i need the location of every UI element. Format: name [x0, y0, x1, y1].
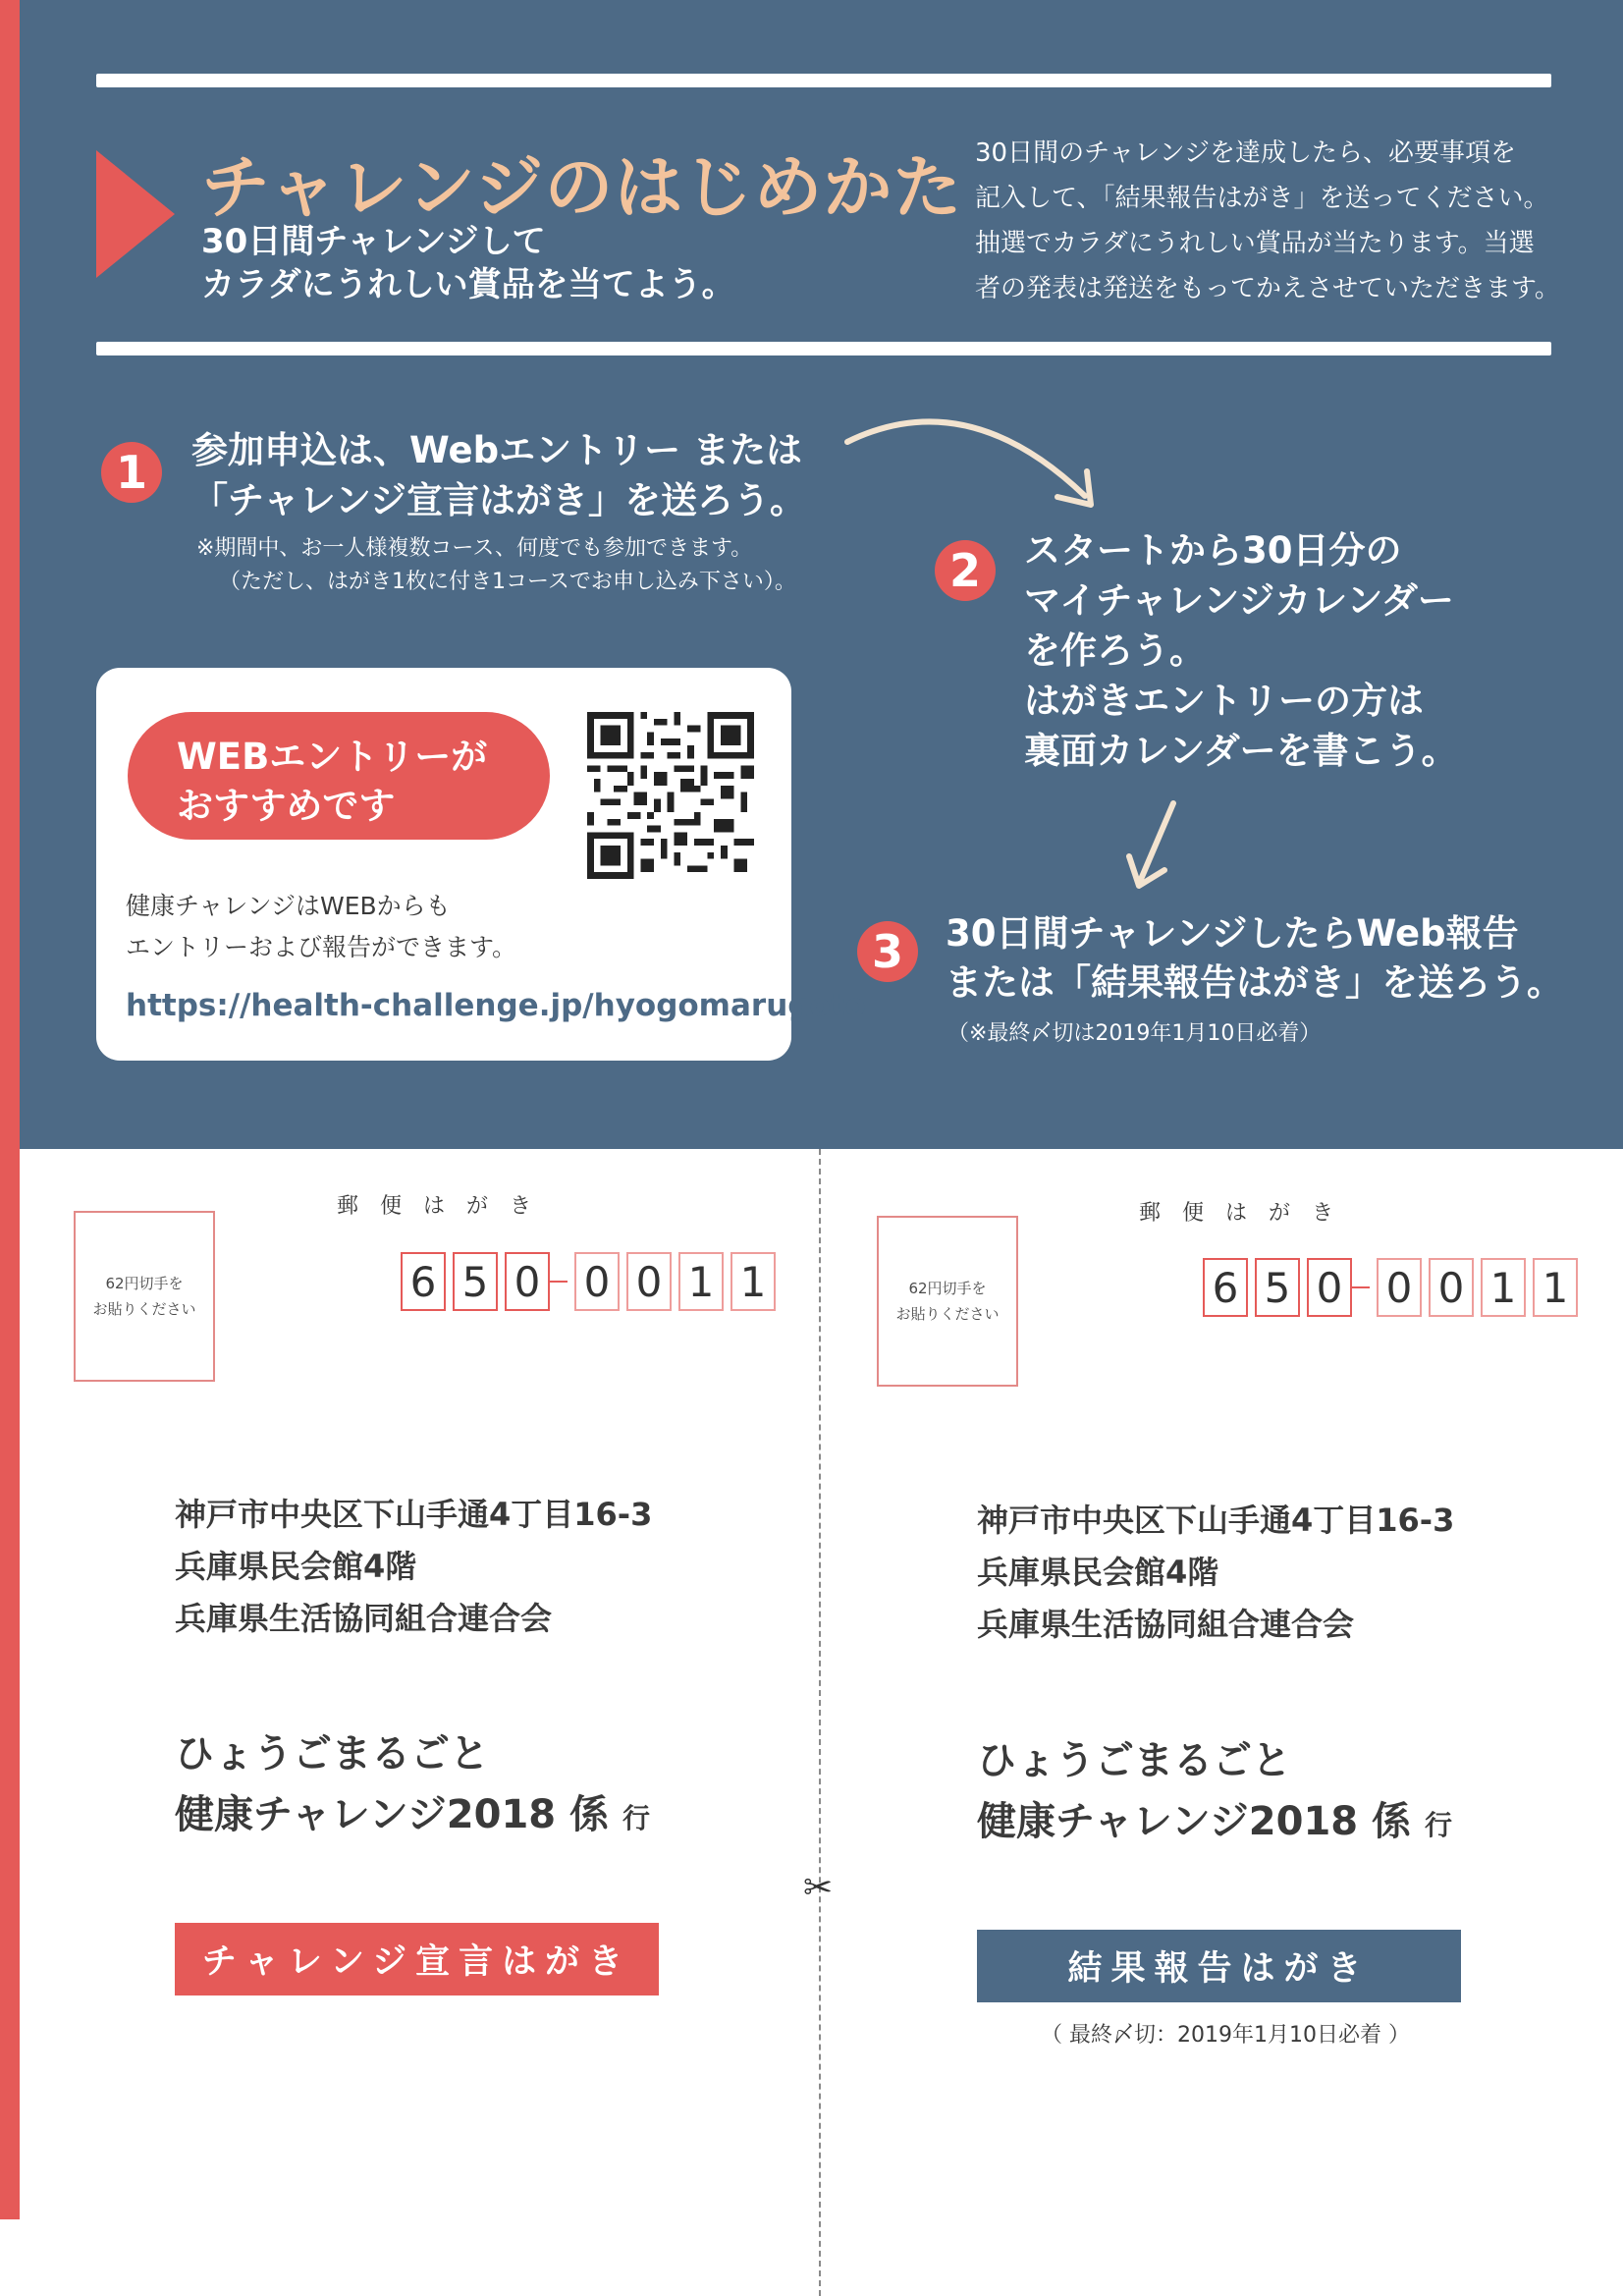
- zip-digit: 0: [1429, 1258, 1474, 1317]
- zip-digit: 1: [1533, 1258, 1578, 1317]
- address-line-1: 神戸市中央区下山手通4丁目16-3: [175, 1496, 653, 1533]
- web-entry-text-2: エントリーおよび報告ができます。: [126, 933, 517, 961]
- recipient-line-1: ひょうごまるごと: [977, 1738, 1291, 1783]
- stamp-text-line-1: 62円切手を: [908, 1280, 987, 1297]
- intro-line-3: 抽選でカラダにうれしい賞品が当たります。当選: [975, 229, 1535, 258]
- header-top-rule: [96, 74, 1551, 87]
- address-line-3: 兵庫県生活協同組合連合会: [175, 1600, 553, 1637]
- address-line-2: 兵庫県民会館4階: [977, 1554, 1219, 1591]
- address-line-1: 神戸市中央区下山手通4丁目16-3: [977, 1502, 1455, 1539]
- address-line-2: 兵庫県民会館4階: [175, 1548, 417, 1585]
- zip-digit: 0: [626, 1252, 672, 1311]
- zip-digit: 5: [1255, 1258, 1300, 1317]
- zip-digit: 6: [1203, 1258, 1248, 1317]
- qr-code-icon[interactable]: [587, 712, 754, 879]
- zip-separator: [1352, 1286, 1370, 1288]
- intro-line-1: 30日間のチャレンジを達成したら、必要事項を: [975, 138, 1517, 168]
- web-entry-text-1: 健康チャレンジはWEBからも: [126, 892, 451, 920]
- subtitle-line-2: カラダにうれしい賞品を当てよう。: [201, 265, 735, 304]
- step-3-number: 3: [857, 921, 918, 982]
- zip-separator: [550, 1281, 568, 1283]
- step-3-line-2: または「結果報告はがき」を送ろう。: [946, 961, 1563, 1004]
- recipient-line-1: ひょうごまるごと: [175, 1731, 489, 1777]
- stamp-box: [877, 1216, 1018, 1387]
- zip-digit: 1: [1481, 1258, 1526, 1317]
- deadline-note: （ 最終〆切：2019年1月10日必着 ）: [1041, 2023, 1410, 2048]
- recipient-suffix: 行: [622, 1802, 651, 1834]
- zip-digit: 0: [1377, 1258, 1422, 1317]
- stamp-text-line-2: お貼りください: [92, 1300, 196, 1318]
- step-1-line-2: 「チャレンジ宣言はがき」を送ろう。: [191, 479, 807, 521]
- step-2-line-1: スタートから30日分の: [1024, 529, 1402, 572]
- step-3-line-1: 30日間チャレンジしたらWeb報告: [946, 912, 1519, 955]
- step-2-number: 2: [935, 540, 996, 601]
- header-bottom-rule: [96, 342, 1551, 355]
- postcard-label: 郵便はがき: [1139, 1201, 1356, 1226]
- step-1-note-2: （ただし、はがき1枚に付き1コースでお申し込み下さい）。: [219, 570, 796, 594]
- down-arrow-icon: [1119, 797, 1188, 896]
- zip-digit: 1: [730, 1252, 776, 1311]
- stamp-box: [74, 1211, 215, 1382]
- zip-digit: 6: [401, 1252, 446, 1311]
- step-2-line-3: を作ろう。: [1024, 629, 1206, 672]
- stamp-text-line-2: お貼りください: [895, 1305, 1000, 1323]
- recipient-line-2: [175, 1784, 650, 1849]
- postal-code: [1203, 1258, 1585, 1317]
- zip-digit: 0: [574, 1252, 620, 1311]
- address-line-3: 兵庫県生活協同組合連合会: [977, 1606, 1355, 1643]
- postal-code: [401, 1252, 783, 1311]
- recipient-name: 健康チャレンジ2018 係: [175, 1792, 610, 1837]
- web-entry-url-link[interactable]: https://health-challenge.jp/hyogomarugoto: [126, 988, 866, 1023]
- scissors-icon: ✂: [803, 1868, 834, 1908]
- postcard-label: 郵便はがき: [337, 1194, 554, 1219]
- left-accent-bar: [0, 0, 20, 2219]
- intro-line-2: 記入して、「結果報告はがき」を送ってください。: [975, 184, 1549, 213]
- step-1-line-1: 参加申込は、Webエントリー または: [191, 429, 802, 471]
- play-triangle-icon: [96, 150, 175, 278]
- curved-arrow-icon: [839, 403, 1114, 520]
- challenge-declaration-card-band: チャレンジ宣言はがき: [175, 1923, 659, 1995]
- cut-line: [819, 1149, 821, 2296]
- zip-digit: 1: [678, 1252, 724, 1311]
- result-report-card-band: 結果報告はがき: [977, 1930, 1461, 2002]
- web-pill-line-1: WEBエントリーが: [177, 736, 488, 778]
- recipient-line-2: [977, 1791, 1452, 1856]
- step-3-note: （※最終〆切は2019年1月10日必着）: [947, 1021, 1322, 1046]
- stamp-text-line-1: 62円切手を: [105, 1275, 184, 1292]
- subtitle-line-1: 30日間チャレンジして: [201, 222, 546, 261]
- zip-digit: 0: [1307, 1258, 1352, 1317]
- step-2-line-4: はがきエントリーの方は: [1024, 680, 1424, 722]
- step-2-line-2: マイチャレンジカレンダー: [1024, 579, 1454, 622]
- step-1-number: 1: [101, 442, 162, 503]
- intro-line-4: 者の発表は発送をもってかえさせていただきます。: [975, 274, 1560, 303]
- zip-digit: 0: [505, 1252, 550, 1311]
- page-title: チャレンジのはじめかた: [201, 147, 963, 228]
- step-2-line-5: 裏面カレンダーを書こう。: [1024, 730, 1458, 772]
- web-pill-line-2: おすすめです: [177, 785, 396, 827]
- step-1-note-1: ※期間中、お一人様複数コース、何度でも参加できます。: [196, 536, 753, 561]
- recipient-suffix: 行: [1425, 1809, 1453, 1841]
- recipient-name: 健康チャレンジ2018 係: [977, 1799, 1412, 1844]
- zip-digit: 5: [453, 1252, 498, 1311]
